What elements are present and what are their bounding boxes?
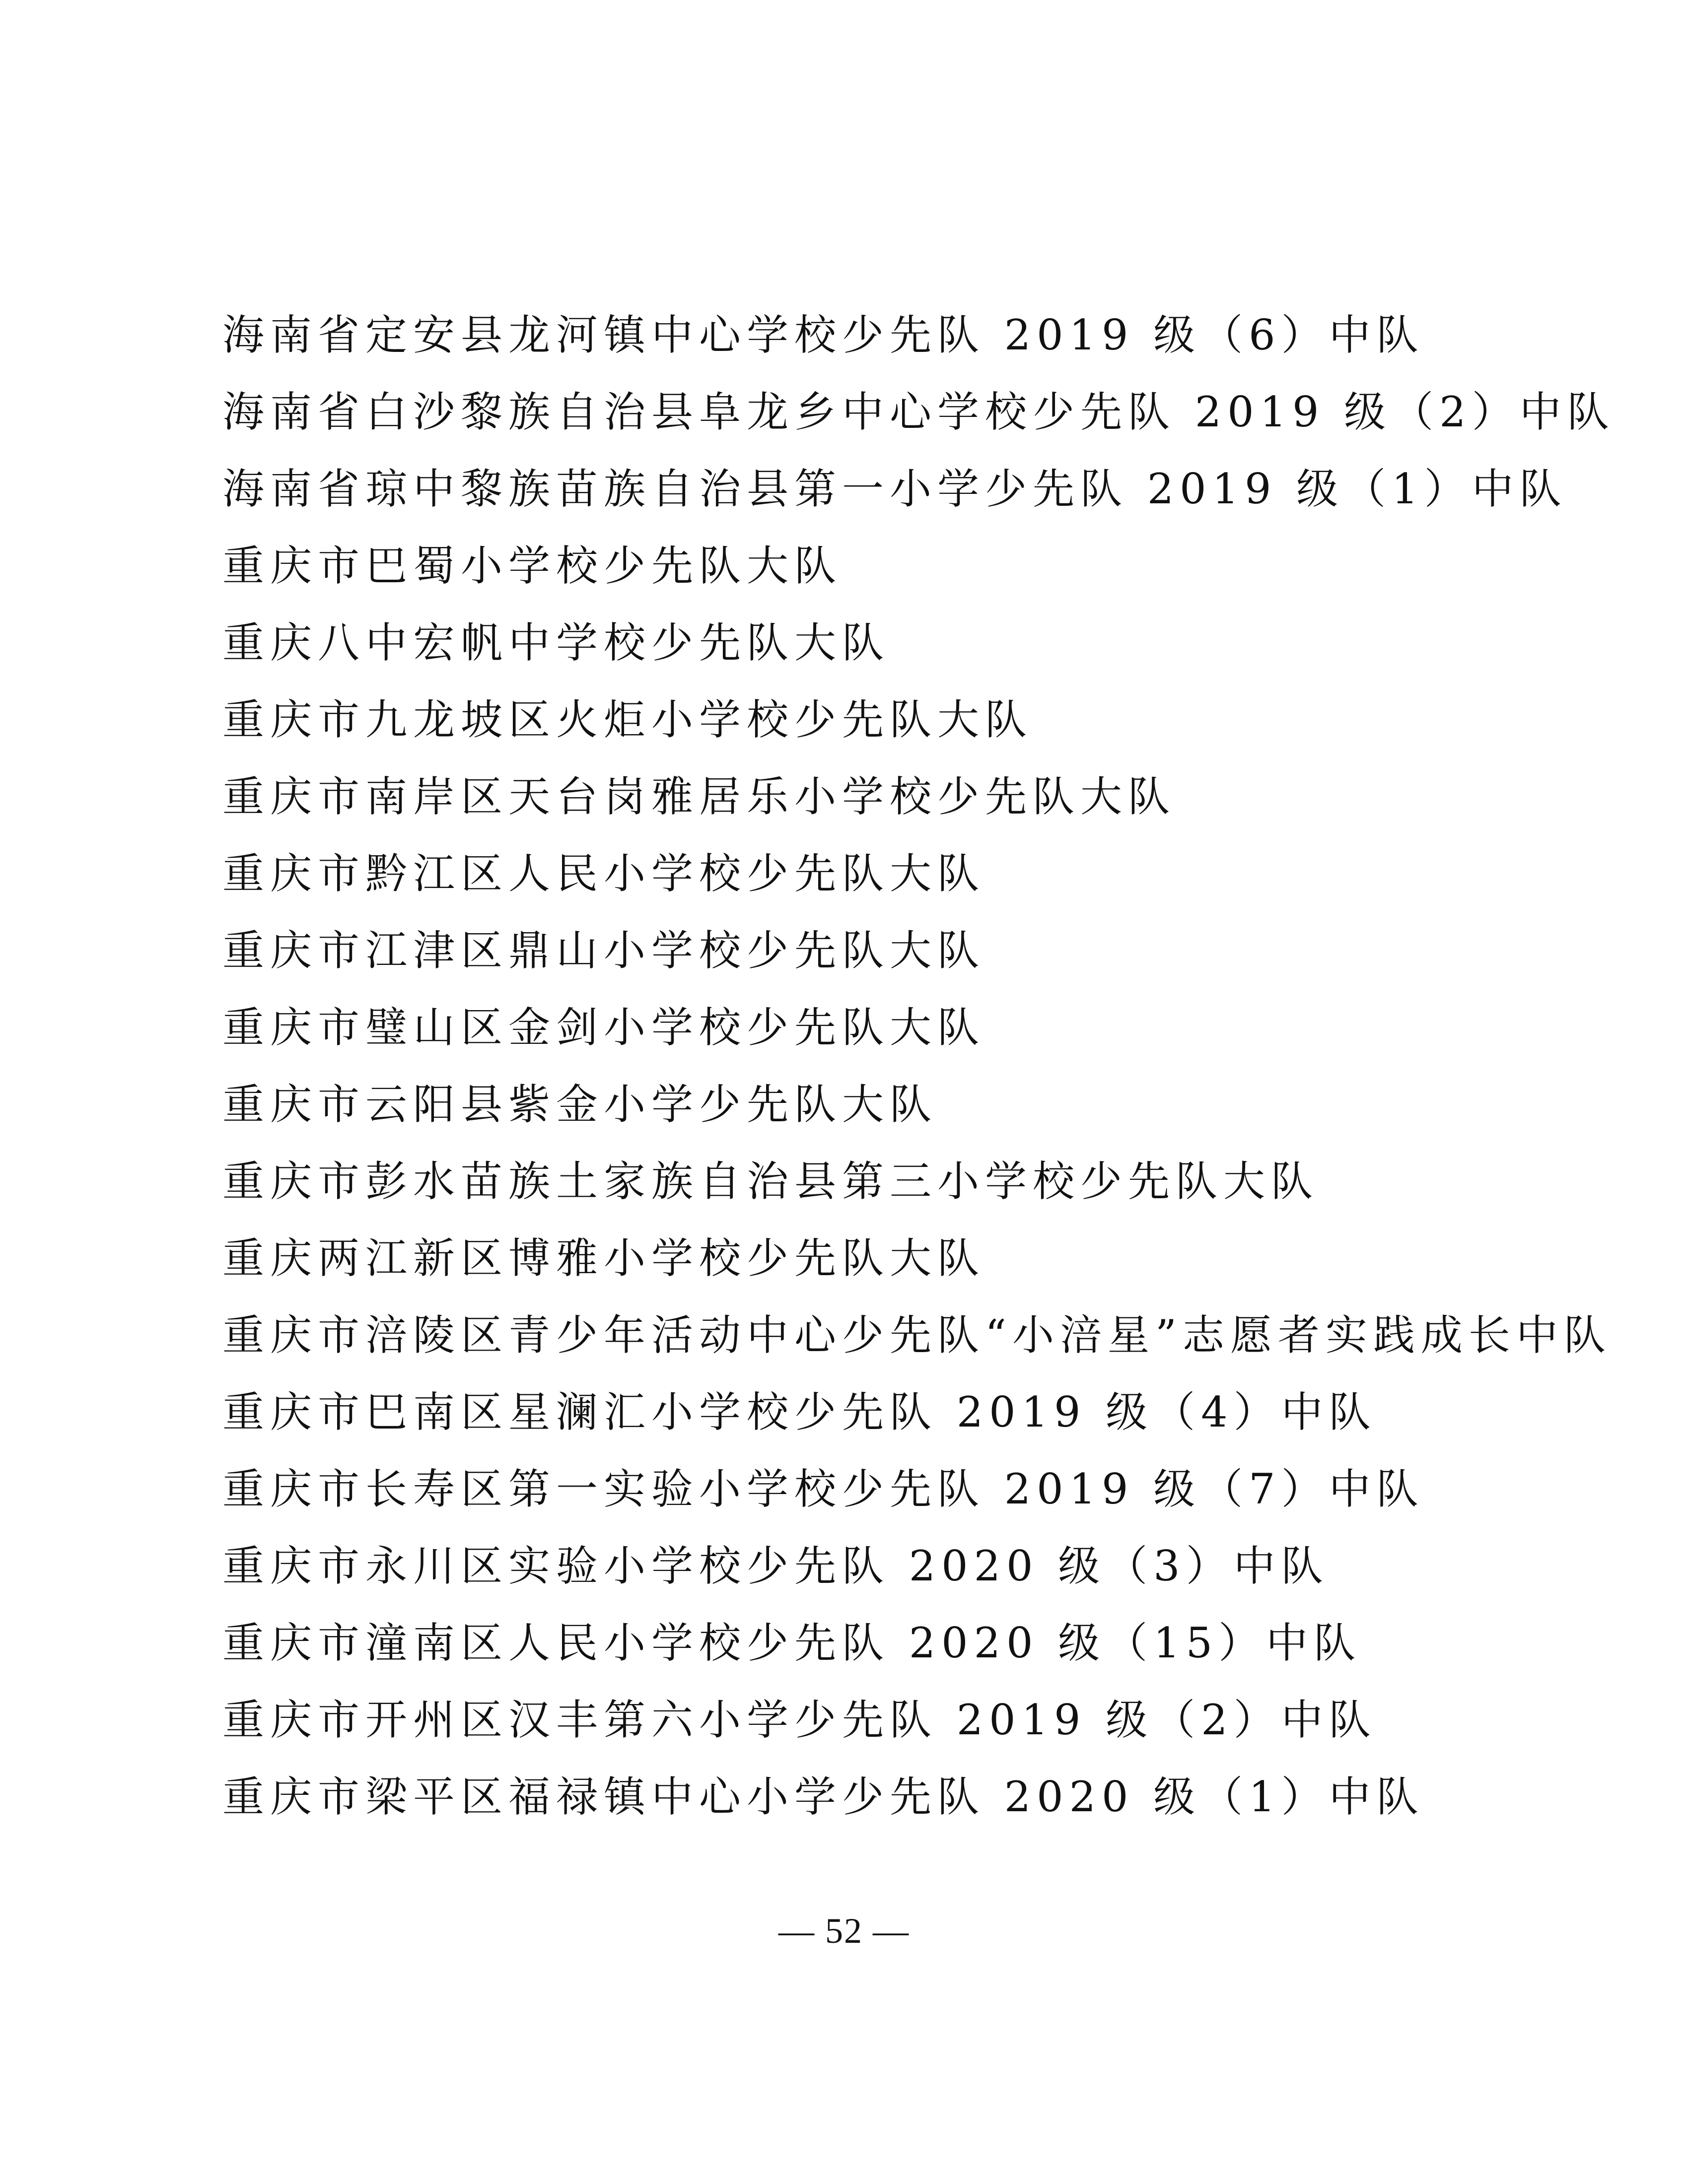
list-item: 重庆市黔江区人民小学校少先队大队 xyxy=(222,849,985,898)
list-item: 重庆市璧山区金剑小学校少先队大队 xyxy=(222,1003,985,1052)
list-item: 重庆两江新区博雅小学校少先队大队 xyxy=(222,1234,985,1283)
list-item: 重庆市巴南区星澜汇小学校少先队 2019 级（4）中队 xyxy=(222,1388,1377,1436)
list-item: 重庆市长寿区第一实验小学校少先队 2019 级（7）中队 xyxy=(222,1465,1424,1513)
list-item: 重庆市云阳县紫金小学少先队大队 xyxy=(222,1080,938,1129)
list-item: 海南省琼中黎族苗族自治县第一小学少先队 2019 级（1）中队 xyxy=(222,465,1567,513)
list-item: 重庆市梁平区福禄镇中心小学少先队 2020 级（1）中队 xyxy=(222,1773,1424,1821)
list-item: 重庆市巴蜀小学校少先队大队 xyxy=(222,542,843,590)
page-number: — 52 — xyxy=(778,1911,910,1951)
honor-list xyxy=(222,303,1615,1842)
list-item: 重庆八中宏帆中学校少先队大队 xyxy=(222,618,890,667)
list-item: 海南省白沙黎族自治县阜龙乡中心学校少先队 2019 级（2）中队 xyxy=(222,388,1615,436)
list-item: 重庆市永川区实验小学校少先队 2020 级（3）中队 xyxy=(222,1542,1329,1590)
list-item: 重庆市南岸区天台岗雅居乐小学校少先队大队 xyxy=(222,772,1176,821)
list-item: 重庆市彭水苗族土家族自治县第三小学校少先队大队 xyxy=(222,1157,1319,1206)
list-item: 重庆市涪陵区青少年活动中心少先队“小涪星”志愿者实践成长中队 xyxy=(222,1311,1612,1360)
list-item: 重庆市开州区汉丰第六小学少先队 2019 级（2）中队 xyxy=(222,1696,1377,1744)
list-item: 重庆市潼南区人民小学校少先队 2020 级（15）中队 xyxy=(222,1619,1362,1667)
list-item: 重庆市江津区鼎山小学校少先队大队 xyxy=(222,926,985,975)
list-item: 重庆市九龙坡区火炬小学校少先队大队 xyxy=(222,695,1033,744)
list-item: 海南省定安县龙河镇中心学校少先队 2019 级（6）中队 xyxy=(222,311,1424,359)
